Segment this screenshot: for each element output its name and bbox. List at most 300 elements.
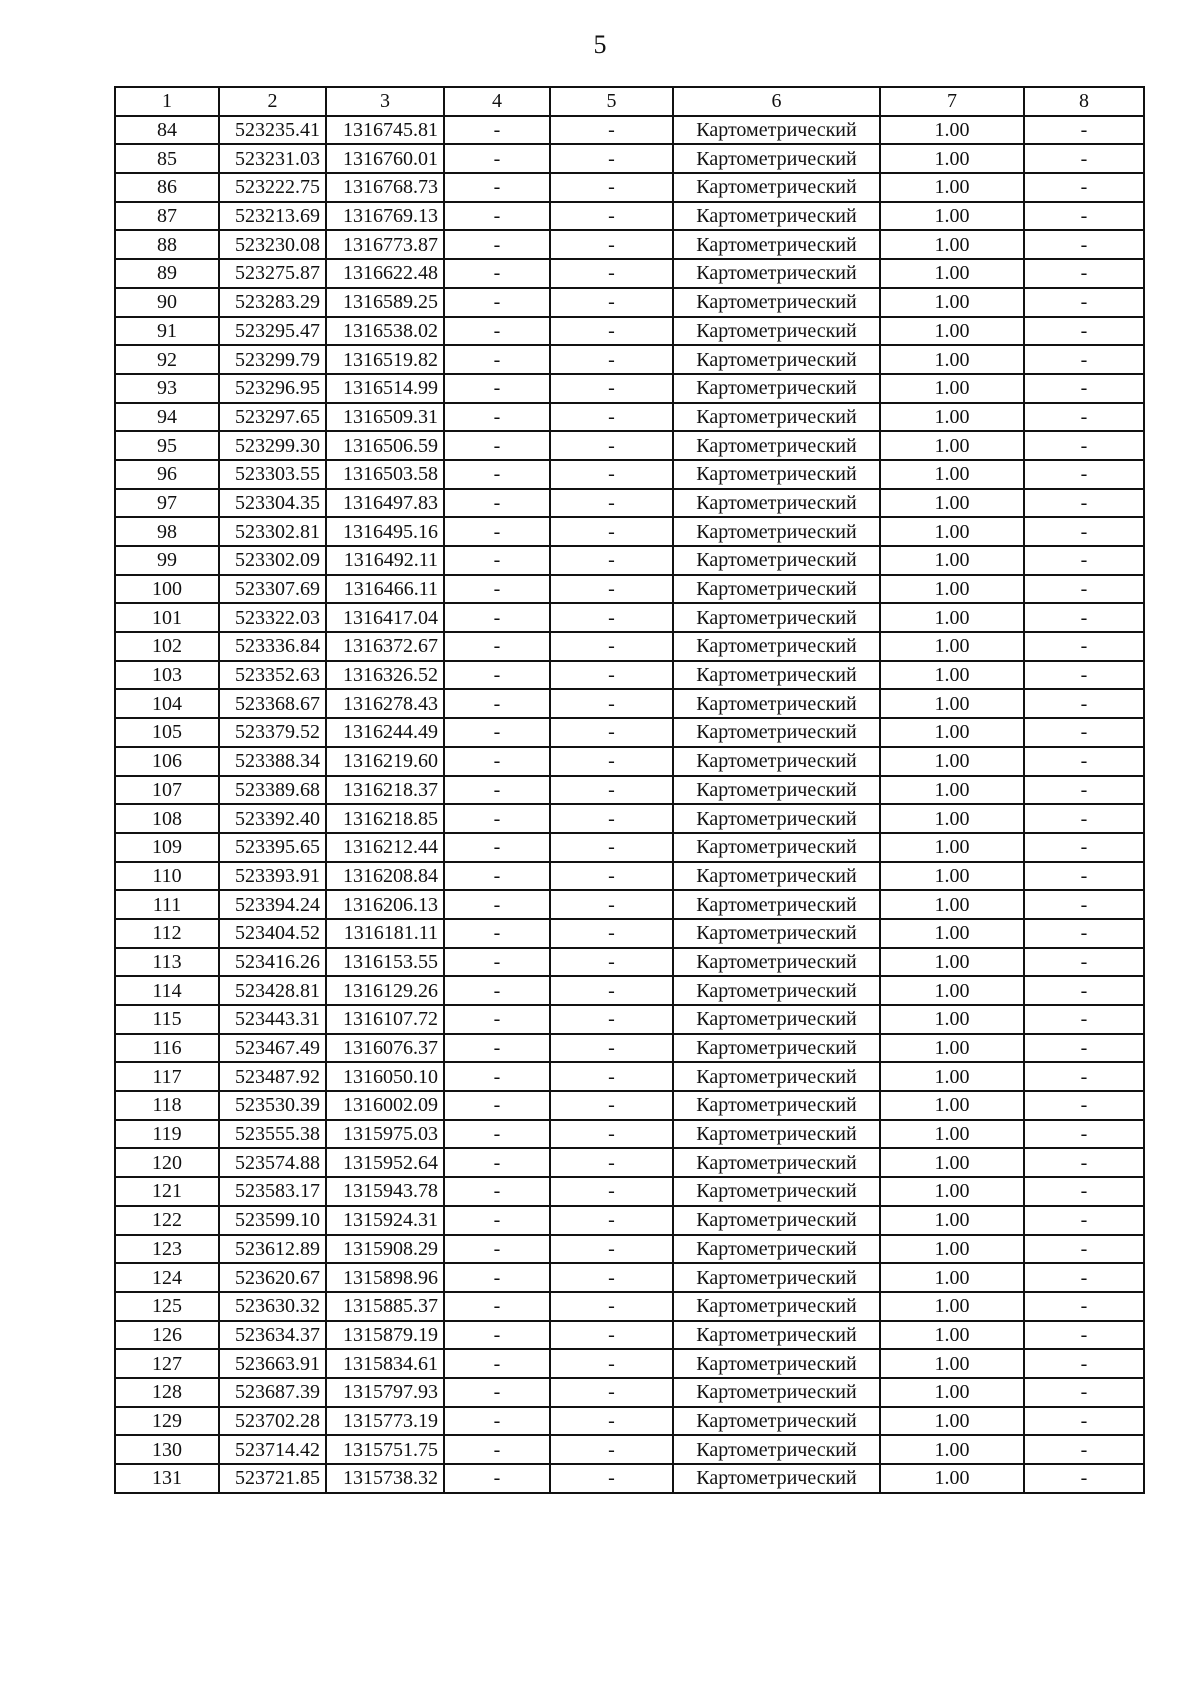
col4-value-cell: - bbox=[444, 1263, 550, 1292]
col5-value-cell: - bbox=[550, 288, 673, 317]
table-row bbox=[115, 718, 1144, 747]
accuracy-cell: 1.00 bbox=[880, 1091, 1024, 1120]
col8-value-cell: - bbox=[1024, 460, 1144, 489]
table-row bbox=[115, 1034, 1144, 1063]
table-row bbox=[115, 747, 1144, 776]
col5-value-cell: - bbox=[550, 517, 673, 546]
x-coordinate-cell: 523304.35 bbox=[219, 489, 326, 518]
x-coordinate-cell: 523303.55 bbox=[219, 460, 326, 489]
col5-value-cell: - bbox=[550, 890, 673, 919]
accuracy-cell: 1.00 bbox=[880, 890, 1024, 919]
col8-value-cell: - bbox=[1024, 144, 1144, 173]
x-coordinate-cell: 523416.26 bbox=[219, 948, 326, 977]
point-number-cell: 102 bbox=[115, 632, 219, 661]
method-cell: Картометрический bbox=[673, 144, 880, 173]
method-cell: Картометрический bbox=[673, 833, 880, 862]
y-coordinate-cell: 1316206.13 bbox=[326, 890, 444, 919]
col5-value-cell: - bbox=[550, 689, 673, 718]
col4-value-cell: - bbox=[444, 1177, 550, 1206]
accuracy-cell: 1.00 bbox=[880, 575, 1024, 604]
accuracy-cell: 1.00 bbox=[880, 718, 1024, 747]
method-cell: Картометрический bbox=[673, 374, 880, 403]
x-coordinate-cell: 523394.24 bbox=[219, 890, 326, 919]
table-row bbox=[115, 632, 1144, 661]
point-number-cell: 127 bbox=[115, 1349, 219, 1378]
col5-value-cell: - bbox=[550, 804, 673, 833]
method-cell: Картометрический bbox=[673, 689, 880, 718]
y-coordinate-cell: 1315943.78 bbox=[326, 1177, 444, 1206]
col8-value-cell: - bbox=[1024, 603, 1144, 632]
col5-value-cell: - bbox=[550, 948, 673, 977]
method-cell: Картометрический bbox=[673, 976, 880, 1005]
col8-value-cell: - bbox=[1024, 919, 1144, 948]
point-number-cell: 97 bbox=[115, 489, 219, 518]
col4-value-cell: - bbox=[444, 776, 550, 805]
col4-value-cell: - bbox=[444, 116, 550, 145]
method-cell: Картометрический bbox=[673, 1349, 880, 1378]
y-coordinate-cell: 1316745.81 bbox=[326, 116, 444, 145]
table-row bbox=[115, 460, 1144, 489]
col5-value-cell: - bbox=[550, 575, 673, 604]
point-number-cell: 99 bbox=[115, 546, 219, 575]
x-coordinate-cell: 523235.41 bbox=[219, 116, 326, 145]
method-cell: Картометрический bbox=[673, 489, 880, 518]
col5-value-cell: - bbox=[550, 1034, 673, 1063]
x-coordinate-cell: 523230.08 bbox=[219, 230, 326, 259]
col4-value-cell: - bbox=[444, 890, 550, 919]
y-coordinate-cell: 1316208.84 bbox=[326, 862, 444, 891]
col4-value-cell: - bbox=[444, 862, 550, 891]
table-row bbox=[115, 489, 1144, 518]
col4-value-cell: - bbox=[444, 1005, 550, 1034]
point-number-cell: 106 bbox=[115, 747, 219, 776]
page-number: 5 bbox=[593, 30, 607, 59]
x-coordinate-cell: 523297.65 bbox=[219, 403, 326, 432]
x-coordinate-cell: 523368.67 bbox=[219, 689, 326, 718]
accuracy-cell: 1.00 bbox=[880, 1263, 1024, 1292]
accuracy-cell: 1.00 bbox=[880, 1407, 1024, 1436]
point-number-cell: 96 bbox=[115, 460, 219, 489]
point-number-cell: 87 bbox=[115, 202, 219, 231]
col4-value-cell: - bbox=[444, 1464, 550, 1493]
column-header-1: 1 bbox=[115, 87, 219, 116]
col4-value-cell: - bbox=[444, 431, 550, 460]
y-coordinate-cell: 1315885.37 bbox=[326, 1292, 444, 1321]
col5-value-cell: - bbox=[550, 1005, 673, 1034]
accuracy-cell: 1.00 bbox=[880, 202, 1024, 231]
table-row bbox=[115, 948, 1144, 977]
y-coordinate-cell: 1316495.16 bbox=[326, 517, 444, 546]
point-number-cell: 112 bbox=[115, 919, 219, 948]
method-cell: Картометрический bbox=[673, 1206, 880, 1235]
x-coordinate-cell: 523620.67 bbox=[219, 1263, 326, 1292]
x-coordinate-cell: 523530.39 bbox=[219, 1091, 326, 1120]
accuracy-cell: 1.00 bbox=[880, 948, 1024, 977]
col4-value-cell: - bbox=[444, 259, 550, 288]
table-row bbox=[115, 403, 1144, 432]
y-coordinate-cell: 1315751.75 bbox=[326, 1435, 444, 1464]
col5-value-cell: - bbox=[550, 374, 673, 403]
point-number-cell: 118 bbox=[115, 1091, 219, 1120]
col8-value-cell: - bbox=[1024, 661, 1144, 690]
method-cell: Картометрический bbox=[673, 1091, 880, 1120]
col5-value-cell: - bbox=[550, 603, 673, 632]
table-row bbox=[115, 374, 1144, 403]
point-number-cell: 129 bbox=[115, 1407, 219, 1436]
x-coordinate-cell: 523714.42 bbox=[219, 1435, 326, 1464]
x-coordinate-cell: 523393.91 bbox=[219, 862, 326, 891]
y-coordinate-cell: 1316372.67 bbox=[326, 632, 444, 661]
col4-value-cell: - bbox=[444, 202, 550, 231]
point-number-cell: 110 bbox=[115, 862, 219, 891]
col8-value-cell: - bbox=[1024, 890, 1144, 919]
y-coordinate-cell: 1316129.26 bbox=[326, 976, 444, 1005]
point-number-cell: 91 bbox=[115, 317, 219, 346]
point-number-cell: 111 bbox=[115, 890, 219, 919]
accuracy-cell: 1.00 bbox=[880, 1292, 1024, 1321]
x-coordinate-cell: 523352.63 bbox=[219, 661, 326, 690]
point-number-cell: 114 bbox=[115, 976, 219, 1005]
col5-value-cell: - bbox=[550, 1292, 673, 1321]
method-cell: Картометрический bbox=[673, 173, 880, 202]
y-coordinate-cell: 1316076.37 bbox=[326, 1034, 444, 1063]
x-coordinate-cell: 523283.29 bbox=[219, 288, 326, 317]
y-coordinate-cell: 1315898.96 bbox=[326, 1263, 444, 1292]
accuracy-cell: 1.00 bbox=[880, 173, 1024, 202]
method-cell: Картометрический bbox=[673, 575, 880, 604]
col8-value-cell: - bbox=[1024, 1407, 1144, 1436]
col4-value-cell: - bbox=[444, 603, 550, 632]
table-row bbox=[115, 345, 1144, 374]
accuracy-cell: 1.00 bbox=[880, 1177, 1024, 1206]
x-coordinate-cell: 523389.68 bbox=[219, 776, 326, 805]
col4-value-cell: - bbox=[444, 173, 550, 202]
col8-value-cell: - bbox=[1024, 689, 1144, 718]
col5-value-cell: - bbox=[550, 345, 673, 374]
accuracy-cell: 1.00 bbox=[880, 689, 1024, 718]
col5-value-cell: - bbox=[550, 546, 673, 575]
y-coordinate-cell: 1316492.11 bbox=[326, 546, 444, 575]
method-cell: Картометрический bbox=[673, 1034, 880, 1063]
table-row bbox=[115, 1464, 1144, 1493]
col4-value-cell: - bbox=[444, 517, 550, 546]
method-cell: Картометрический bbox=[673, 317, 880, 346]
method-cell: Картометрический bbox=[673, 804, 880, 833]
col8-value-cell: - bbox=[1024, 718, 1144, 747]
accuracy-cell: 1.00 bbox=[880, 1378, 1024, 1407]
method-cell: Картометрический bbox=[673, 862, 880, 891]
column-header-3: 3 bbox=[326, 87, 444, 116]
col5-value-cell: - bbox=[550, 116, 673, 145]
col8-value-cell: - bbox=[1024, 1091, 1144, 1120]
x-coordinate-cell: 523379.52 bbox=[219, 718, 326, 747]
y-coordinate-cell: 1315834.61 bbox=[326, 1349, 444, 1378]
y-coordinate-cell: 1315908.29 bbox=[326, 1235, 444, 1264]
table-body bbox=[115, 116, 1144, 1493]
method-cell: Картометрический bbox=[673, 460, 880, 489]
point-number-cell: 122 bbox=[115, 1206, 219, 1235]
col4-value-cell: - bbox=[444, 948, 550, 977]
point-number-cell: 115 bbox=[115, 1005, 219, 1034]
col4-value-cell: - bbox=[444, 1062, 550, 1091]
accuracy-cell: 1.00 bbox=[880, 976, 1024, 1005]
method-cell: Картометрический bbox=[673, 288, 880, 317]
col8-value-cell: - bbox=[1024, 976, 1144, 1005]
col8-value-cell: - bbox=[1024, 259, 1144, 288]
table-row bbox=[115, 1206, 1144, 1235]
table-row bbox=[115, 862, 1144, 891]
method-cell: Картометрический bbox=[673, 259, 880, 288]
column-header-2: 2 bbox=[219, 87, 326, 116]
method-cell: Картометрический bbox=[673, 116, 880, 145]
table-row bbox=[115, 259, 1144, 288]
accuracy-cell: 1.00 bbox=[880, 1120, 1024, 1149]
x-coordinate-cell: 523307.69 bbox=[219, 575, 326, 604]
accuracy-cell: 1.00 bbox=[880, 919, 1024, 948]
accuracy-cell: 1.00 bbox=[880, 1034, 1024, 1063]
y-coordinate-cell: 1316503.58 bbox=[326, 460, 444, 489]
method-cell: Картометрический bbox=[673, 1062, 880, 1091]
point-number-cell: 98 bbox=[115, 517, 219, 546]
col8-value-cell: - bbox=[1024, 1435, 1144, 1464]
accuracy-cell: 1.00 bbox=[880, 431, 1024, 460]
method-cell: Картометрический bbox=[673, 632, 880, 661]
y-coordinate-cell: 1315738.32 bbox=[326, 1464, 444, 1493]
point-number-cell: 128 bbox=[115, 1378, 219, 1407]
accuracy-cell: 1.00 bbox=[880, 1206, 1024, 1235]
accuracy-cell: 1.00 bbox=[880, 517, 1024, 546]
point-number-cell: 121 bbox=[115, 1177, 219, 1206]
accuracy-cell: 1.00 bbox=[880, 489, 1024, 518]
accuracy-cell: 1.00 bbox=[880, 632, 1024, 661]
x-coordinate-cell: 523295.47 bbox=[219, 317, 326, 346]
table-row bbox=[115, 144, 1144, 173]
point-number-cell: 101 bbox=[115, 603, 219, 632]
point-number-cell: 93 bbox=[115, 374, 219, 403]
column-header-6: 6 bbox=[673, 87, 880, 116]
col5-value-cell: - bbox=[550, 1235, 673, 1264]
method-cell: Картометрический bbox=[673, 1263, 880, 1292]
method-cell: Картометрический bbox=[673, 403, 880, 432]
col4-value-cell: - bbox=[444, 661, 550, 690]
col8-value-cell: - bbox=[1024, 1005, 1144, 1034]
col5-value-cell: - bbox=[550, 1321, 673, 1350]
col4-value-cell: - bbox=[444, 804, 550, 833]
col5-value-cell: - bbox=[550, 1435, 673, 1464]
y-coordinate-cell: 1316219.60 bbox=[326, 747, 444, 776]
col4-value-cell: - bbox=[444, 1148, 550, 1177]
table-row bbox=[115, 1177, 1144, 1206]
table-row bbox=[115, 546, 1144, 575]
col4-value-cell: - bbox=[444, 489, 550, 518]
table-row bbox=[115, 976, 1144, 1005]
x-coordinate-cell: 523721.85 bbox=[219, 1464, 326, 1493]
column-header-7: 7 bbox=[880, 87, 1024, 116]
col5-value-cell: - bbox=[550, 317, 673, 346]
point-number-cell: 100 bbox=[115, 575, 219, 604]
method-cell: Картометрический bbox=[673, 919, 880, 948]
point-number-cell: 86 bbox=[115, 173, 219, 202]
y-coordinate-cell: 1316760.01 bbox=[326, 144, 444, 173]
table-row bbox=[115, 661, 1144, 690]
method-cell: Картометрический bbox=[673, 661, 880, 690]
method-cell: Картометрический bbox=[673, 1177, 880, 1206]
y-coordinate-cell: 1316244.49 bbox=[326, 718, 444, 747]
accuracy-cell: 1.00 bbox=[880, 546, 1024, 575]
accuracy-cell: 1.00 bbox=[880, 288, 1024, 317]
col8-value-cell: - bbox=[1024, 1349, 1144, 1378]
y-coordinate-cell: 1316050.10 bbox=[326, 1062, 444, 1091]
table-row bbox=[115, 173, 1144, 202]
col8-value-cell: - bbox=[1024, 546, 1144, 575]
y-coordinate-cell: 1315879.19 bbox=[326, 1321, 444, 1350]
accuracy-cell: 1.00 bbox=[880, 345, 1024, 374]
table-row bbox=[115, 1378, 1144, 1407]
point-number-cell: 107 bbox=[115, 776, 219, 805]
col5-value-cell: - bbox=[550, 1378, 673, 1407]
table-row bbox=[115, 603, 1144, 632]
method-cell: Картометрический bbox=[673, 948, 880, 977]
col8-value-cell: - bbox=[1024, 345, 1144, 374]
x-coordinate-cell: 523443.31 bbox=[219, 1005, 326, 1034]
point-number-cell: 84 bbox=[115, 116, 219, 145]
table-row bbox=[115, 202, 1144, 231]
col8-value-cell: - bbox=[1024, 1321, 1144, 1350]
col4-value-cell: - bbox=[444, 1091, 550, 1120]
x-coordinate-cell: 523213.69 bbox=[219, 202, 326, 231]
point-number-cell: 108 bbox=[115, 804, 219, 833]
col8-value-cell: - bbox=[1024, 1034, 1144, 1063]
col5-value-cell: - bbox=[550, 489, 673, 518]
method-cell: Картометрический bbox=[673, 890, 880, 919]
point-number-cell: 103 bbox=[115, 661, 219, 690]
point-number-cell: 90 bbox=[115, 288, 219, 317]
method-cell: Картометрический bbox=[673, 1148, 880, 1177]
table-row bbox=[115, 1321, 1144, 1350]
point-number-cell: 117 bbox=[115, 1062, 219, 1091]
y-coordinate-cell: 1316278.43 bbox=[326, 689, 444, 718]
point-number-cell: 116 bbox=[115, 1034, 219, 1063]
y-coordinate-cell: 1315924.31 bbox=[326, 1206, 444, 1235]
col4-value-cell: - bbox=[444, 919, 550, 948]
y-coordinate-cell: 1316589.25 bbox=[326, 288, 444, 317]
col8-value-cell: - bbox=[1024, 747, 1144, 776]
table-row bbox=[115, 1292, 1144, 1321]
x-coordinate-cell: 523395.65 bbox=[219, 833, 326, 862]
col8-value-cell: - bbox=[1024, 1148, 1144, 1177]
x-coordinate-cell: 523404.52 bbox=[219, 919, 326, 948]
method-cell: Картометрический bbox=[673, 1321, 880, 1350]
point-number-cell: 113 bbox=[115, 948, 219, 977]
accuracy-cell: 1.00 bbox=[880, 603, 1024, 632]
col5-value-cell: - bbox=[550, 1407, 673, 1436]
col8-value-cell: - bbox=[1024, 517, 1144, 546]
table-row bbox=[115, 919, 1144, 948]
method-cell: Картометрический bbox=[673, 202, 880, 231]
x-coordinate-cell: 523487.92 bbox=[219, 1062, 326, 1091]
col8-value-cell: - bbox=[1024, 1235, 1144, 1264]
x-coordinate-cell: 523687.39 bbox=[219, 1378, 326, 1407]
method-cell: Картометрический bbox=[673, 1292, 880, 1321]
col5-value-cell: - bbox=[550, 919, 673, 948]
y-coordinate-cell: 1316466.11 bbox=[326, 575, 444, 604]
table-row bbox=[115, 116, 1144, 145]
col8-value-cell: - bbox=[1024, 948, 1144, 977]
col4-value-cell: - bbox=[444, 546, 550, 575]
col4-value-cell: - bbox=[444, 345, 550, 374]
y-coordinate-cell: 1316153.55 bbox=[326, 948, 444, 977]
y-coordinate-cell: 1315797.93 bbox=[326, 1378, 444, 1407]
col5-value-cell: - bbox=[550, 976, 673, 1005]
col5-value-cell: - bbox=[550, 144, 673, 173]
y-coordinate-cell: 1315975.03 bbox=[326, 1120, 444, 1149]
column-header-4: 4 bbox=[444, 87, 550, 116]
point-number-cell: 95 bbox=[115, 431, 219, 460]
col8-value-cell: - bbox=[1024, 173, 1144, 202]
x-coordinate-cell: 523296.95 bbox=[219, 374, 326, 403]
point-number-cell: 104 bbox=[115, 689, 219, 718]
col5-value-cell: - bbox=[550, 173, 673, 202]
table-row bbox=[115, 288, 1144, 317]
method-cell: Картометрический bbox=[673, 1235, 880, 1264]
col5-value-cell: - bbox=[550, 460, 673, 489]
x-coordinate-cell: 523630.32 bbox=[219, 1292, 326, 1321]
method-cell: Картометрический bbox=[673, 1435, 880, 1464]
x-coordinate-cell: 523322.03 bbox=[219, 603, 326, 632]
x-coordinate-cell: 523428.81 bbox=[219, 976, 326, 1005]
method-cell: Картометрический bbox=[673, 747, 880, 776]
accuracy-cell: 1.00 bbox=[880, 862, 1024, 891]
table-row bbox=[115, 1407, 1144, 1436]
col4-value-cell: - bbox=[444, 1349, 550, 1378]
col4-value-cell: - bbox=[444, 718, 550, 747]
x-coordinate-cell: 523299.30 bbox=[219, 431, 326, 460]
col5-value-cell: - bbox=[550, 1120, 673, 1149]
method-cell: Картометрический bbox=[673, 603, 880, 632]
col8-value-cell: - bbox=[1024, 632, 1144, 661]
col5-value-cell: - bbox=[550, 230, 673, 259]
x-coordinate-cell: 523634.37 bbox=[219, 1321, 326, 1350]
col5-value-cell: - bbox=[550, 431, 673, 460]
point-number-cell: 123 bbox=[115, 1235, 219, 1264]
y-coordinate-cell: 1316769.13 bbox=[326, 202, 444, 231]
col8-value-cell: - bbox=[1024, 1263, 1144, 1292]
accuracy-cell: 1.00 bbox=[880, 1148, 1024, 1177]
accuracy-cell: 1.00 bbox=[880, 1005, 1024, 1034]
col4-value-cell: - bbox=[444, 1292, 550, 1321]
y-coordinate-cell: 1316514.99 bbox=[326, 374, 444, 403]
point-number-cell: 94 bbox=[115, 403, 219, 432]
y-coordinate-cell: 1316181.11 bbox=[326, 919, 444, 948]
accuracy-cell: 1.00 bbox=[880, 1321, 1024, 1350]
table-row bbox=[115, 1062, 1144, 1091]
accuracy-cell: 1.00 bbox=[880, 116, 1024, 145]
x-coordinate-cell: 523275.87 bbox=[219, 259, 326, 288]
point-number-cell: 109 bbox=[115, 833, 219, 862]
col8-value-cell: - bbox=[1024, 116, 1144, 145]
col5-value-cell: - bbox=[550, 202, 673, 231]
x-coordinate-cell: 523555.38 bbox=[219, 1120, 326, 1149]
col4-value-cell: - bbox=[444, 403, 550, 432]
method-cell: Картометрический bbox=[673, 517, 880, 546]
col4-value-cell: - bbox=[444, 1206, 550, 1235]
col5-value-cell: - bbox=[550, 1206, 673, 1235]
x-coordinate-cell: 523302.81 bbox=[219, 517, 326, 546]
point-number-cell: 119 bbox=[115, 1120, 219, 1149]
y-coordinate-cell: 1315952.64 bbox=[326, 1148, 444, 1177]
x-coordinate-cell: 523336.84 bbox=[219, 632, 326, 661]
table-row bbox=[115, 1435, 1144, 1464]
